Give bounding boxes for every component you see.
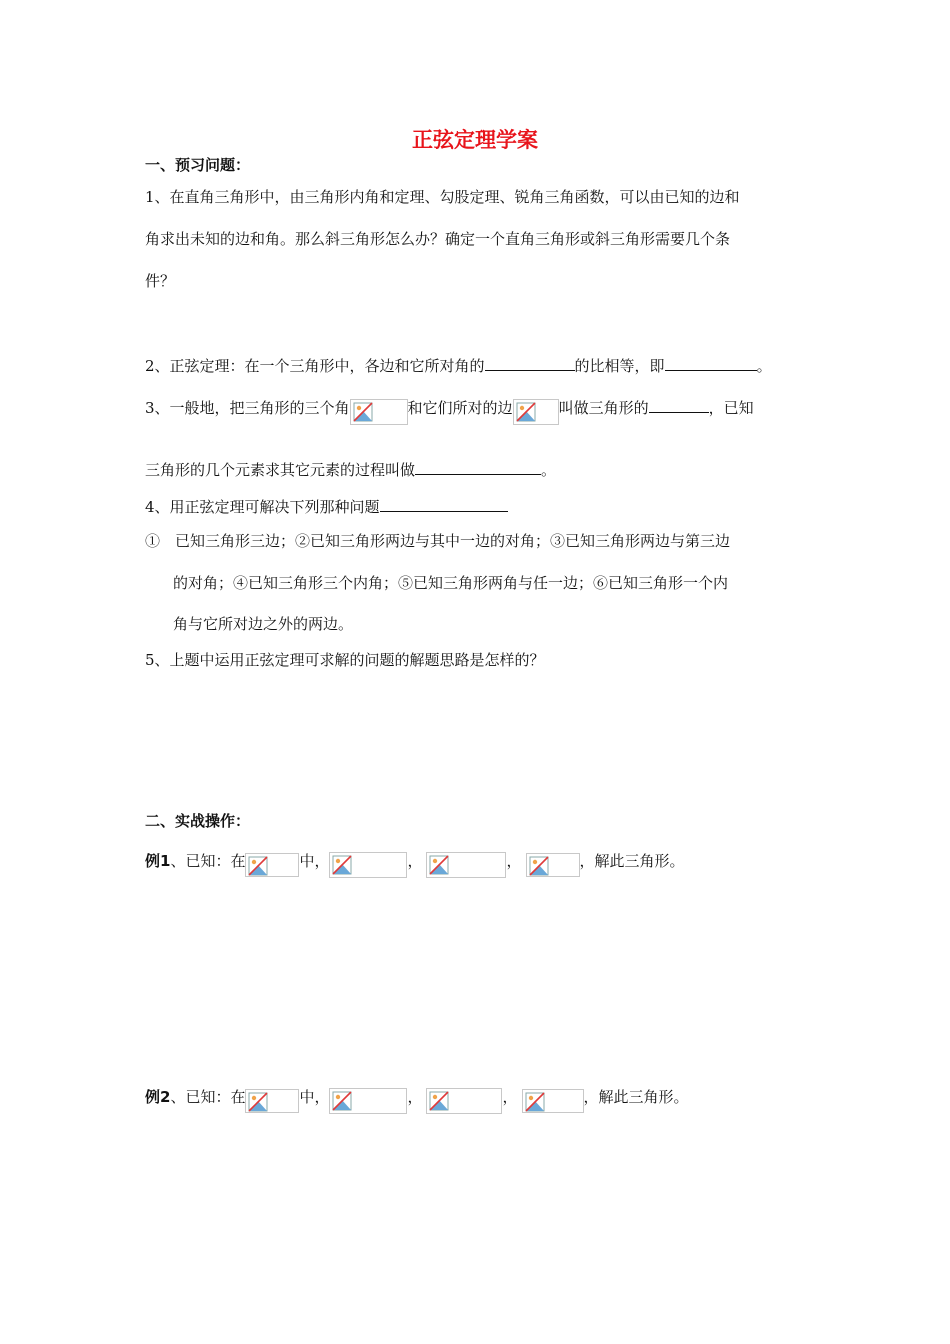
q2-text-2: 的比相等，即 — [574, 357, 665, 375]
q1-line2: 角求出未知的边和角。那么斜三角形怎么办？确定一个直角三角形或斜三角形需要几个条 — [145, 230, 731, 248]
example-1-line — [145, 846, 685, 878]
example-1-sep1: ， — [407, 852, 423, 870]
formula-image-given-1 — [329, 852, 407, 878]
example-2-sep1: ， — [407, 1088, 423, 1106]
example-1-label: 例1 — [145, 852, 171, 870]
formula-image-given-2 — [426, 852, 506, 878]
q4-option-line3: 角与它所对边之外的两边。 — [173, 615, 354, 633]
example-2-label: 例2 — [145, 1088, 171, 1106]
q2-text-1: 2、正弦定理：在一个三角形中，各边和它所对角的 — [145, 357, 485, 375]
broken-image-icon — [248, 1092, 268, 1112]
broken-image-icon — [332, 855, 352, 875]
formula-image-given-1 — [329, 1088, 407, 1114]
broken-image-icon — [332, 1091, 352, 1111]
example-2-suffix: ，解此三角形。 — [583, 1088, 689, 1106]
section-heading-practice: 二、实战操作： — [145, 812, 251, 830]
broken-image-icon — [353, 402, 373, 422]
q3-text-6: 。 — [541, 461, 557, 479]
q2-blank-1[interactable] — [485, 356, 575, 371]
broken-image-icon — [429, 1091, 449, 1111]
broken-image-icon — [529, 856, 549, 876]
broken-image-icon — [525, 1092, 545, 1112]
q3-text-4: ，已知 — [708, 399, 754, 417]
broken-image-icon — [516, 402, 536, 422]
example-2-sep2: ， — [502, 1088, 518, 1106]
q4-line — [145, 497, 508, 517]
q1-line1: 1、在直角三角形中，由三角形内角和定理、勾股定理、锐角三角函数，可以由已知的边和 — [145, 188, 740, 206]
q3-blank-2[interactable] — [415, 460, 541, 475]
q2-line — [145, 356, 772, 376]
q3-blank-1[interactable] — [649, 398, 709, 413]
q4-option-line1: ① 已知三角形三边；②已知三角形两边与其中一边的对角；③已知三角形两边与第三边 — [145, 532, 731, 550]
formula-image-triangle — [245, 853, 299, 877]
formula-image-given-3 — [526, 853, 580, 877]
formula-image-sides — [513, 399, 559, 425]
q2-text-3: 。 — [756, 357, 772, 375]
q3-text-5: 三角形的几个元素求其它元素的过程叫做 — [145, 461, 416, 479]
q4-option-line2: 的对角；④已知三角形三个内角；⑤已知三角形两角与任一边；⑥已知三角形一个内 — [173, 574, 729, 592]
q1-line3: 件？ — [145, 272, 176, 290]
q3-line1 — [145, 393, 754, 425]
broken-image-icon — [429, 855, 449, 875]
example-2-prefix: 、已知：在 — [170, 1088, 246, 1106]
formula-image-given-3 — [522, 1089, 584, 1113]
example-1-suffix: ，解此三角形。 — [579, 852, 685, 870]
example-2-line — [145, 1082, 689, 1114]
q3-text-3: 叫做三角形的 — [558, 399, 649, 417]
q3-line2 — [145, 460, 556, 480]
broken-image-icon — [248, 856, 268, 876]
formula-image-given-2 — [426, 1088, 502, 1114]
q5-text: 5、上题中运用正弦定理可求解的问题的解题思路是怎样的？ — [145, 651, 545, 669]
section-heading-preview: 一、预习问题： — [145, 156, 251, 174]
formula-image-triangle — [245, 1089, 299, 1113]
page-title: 正弦定理学案 — [412, 128, 538, 152]
example-2-mid: 中， — [299, 1088, 330, 1106]
q3-text-2: 和它们所对的边 — [407, 399, 513, 417]
q4-blank[interactable] — [380, 497, 508, 512]
example-1-sep2: ， — [506, 852, 522, 870]
example-1-mid: 中， — [299, 852, 330, 870]
example-1-prefix: 、已知：在 — [170, 852, 246, 870]
q4-text: 4、用正弦定理可解决下列那种问题 — [145, 498, 380, 516]
formula-image-angles — [350, 399, 408, 425]
q3-text-1: 3、一般地，把三角形的三个角 — [145, 399, 350, 417]
q2-blank-2[interactable] — [665, 356, 757, 371]
